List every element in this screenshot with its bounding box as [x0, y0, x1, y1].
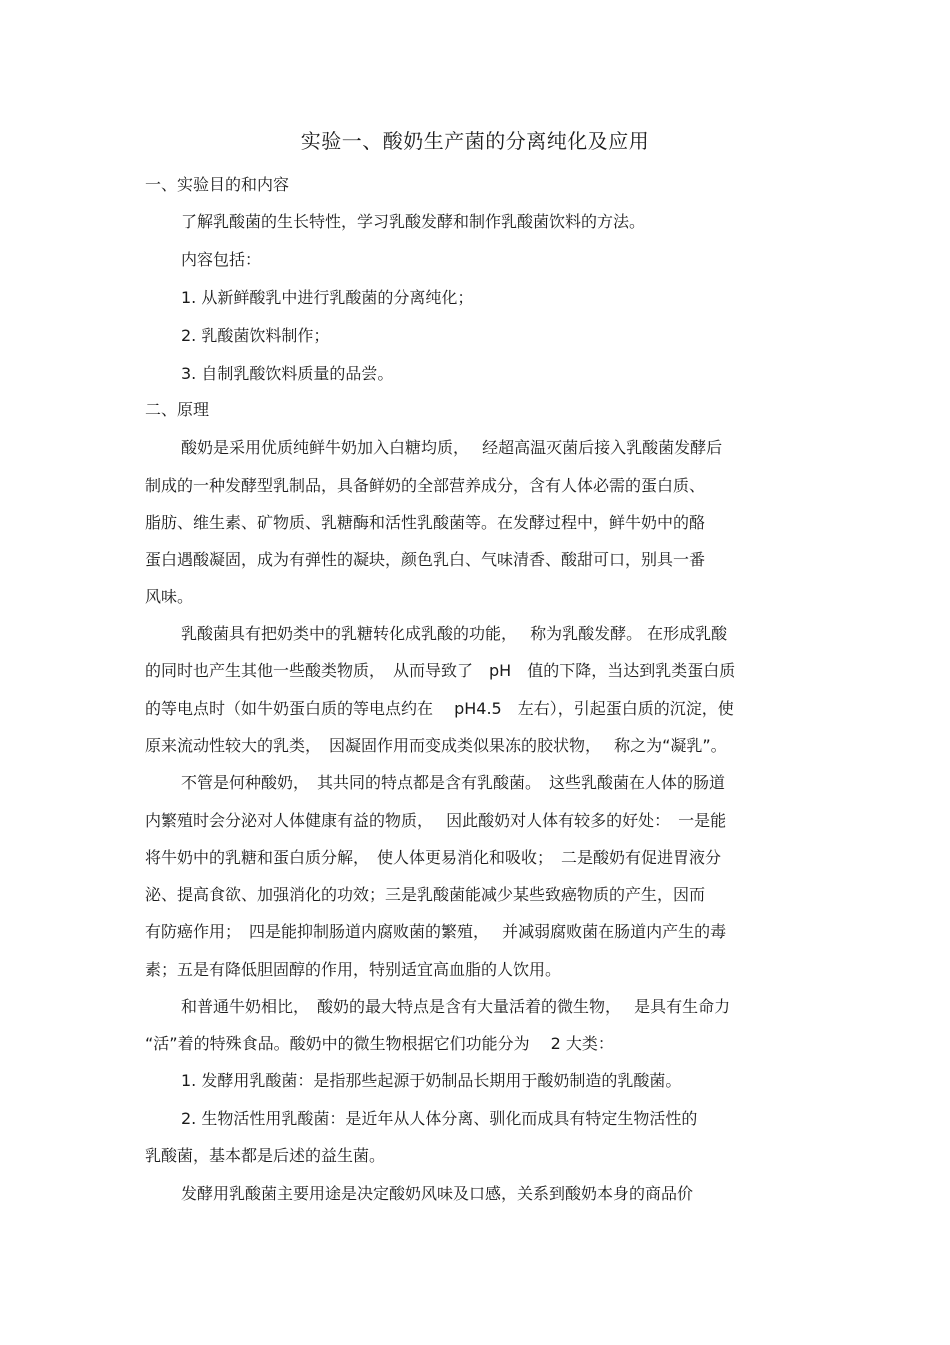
paragraph-line: 泌、提高食欲、加强消化的功效；三是乳酸菌能减少某些致癌物质的产生，因而 [145, 885, 706, 904]
list-item: 1. 从新鲜酸乳中进行乳酸菌的分离纯化； [181, 288, 474, 307]
paragraph-line: 风味。 [145, 587, 194, 606]
paragraph-line: 将牛奶中的乳糖和蛋白质分解， 使人体更易消化和吸收； 二是酸奶有促进胃液分 [145, 848, 722, 867]
list-item: 2. 生物活性用乳酸菌：是近年从人体分离、驯化而成具有特定生物活性的 [181, 1109, 698, 1128]
document-title: 实验一、酸奶生产菌的分离纯化及应用 [300, 129, 650, 153]
paragraph-line: 的等电点时（如牛奶蛋白质的等电点约在 pH4.5 左右），引起蛋白质的沉淀，使 [145, 699, 734, 718]
section-heading-purpose: 一、实验目的和内容 [145, 175, 290, 194]
paragraph-line: 内容包括： [181, 250, 262, 269]
paragraph-line: 的同时也产生其他一些酸类物质， 从而导致了 pH 值的下降，当达到乳类蛋白质 [145, 661, 736, 680]
paragraph-line: 内繁殖时会分泌对人体健康有益的物质， 因此酸奶对人体有较多的好处： 一是能 [145, 811, 727, 830]
paragraph-line: “活”着的特殊食品。酸奶中的微生物根据它们功能分为 2 大类： [145, 1034, 614, 1053]
paragraph-line: 了解乳酸菌的生长特性，学习乳酸发酵和制作乳酸菌饮料的方法。 [181, 212, 646, 231]
section-heading-principle: 二、原理 [145, 400, 210, 419]
paragraph-line: 乳酸菌具有把奶类中的乳糖转化成乳酸的功能， 称为乳酸发酵。 在形成乳酸 [181, 624, 728, 643]
list-item: 1. 发酵用乳酸菌：是指那些起源于奶制品长期用于酸奶制造的乳酸菌。 [181, 1071, 682, 1090]
paragraph-line: 酸奶是采用优质纯鲜牛奶加入白糖均质， 经超高温灭菌后接入乳酸菌发酵后 [181, 438, 723, 457]
paragraph-line: 素；五是有降低胆固醇的作用，特别适宜高血脂的人饮用。 [145, 960, 562, 979]
paragraph-line: 和普通牛奶相比， 酸奶的最大特点是含有大量活着的微生物， 是具有生命力 [181, 997, 731, 1016]
paragraph-line: 脂肪、维生素、矿物质、乳糖酶和活性乳酸菌等。在发酵过程中，鲜牛奶中的酪 [145, 513, 706, 532]
paragraph-line: 不管是何种酸奶， 其共同的特点都是含有乳酸菌。 这些乳酸菌在人体的肠道 [181, 773, 726, 792]
paragraph-line: 有防癌作用； 四是能抑制肠道内腐败菌的繁殖， 并减弱腐败菌在肠道内产生的毒 [145, 922, 727, 941]
paragraph-line: 原来流动性较大的乳类， 因凝固作用而变成类似果冻的胶状物， 称之为“凝乳”。 [145, 736, 727, 755]
paragraph-line: 制成的一种发酵型乳制品，具备鲜奶的全部营养成分，含有人体必需的蛋白质、 [145, 476, 706, 495]
paragraph-line: 乳酸菌，基本都是后述的益生菌。 [145, 1146, 386, 1165]
list-item: 2. 乳酸菌饮料制作； [181, 326, 330, 345]
list-item: 3. 自制乳酸饮料质量的品尝。 [181, 364, 394, 383]
paragraph-line: 发酵用乳酸菌主要用途是决定酸奶风味及口感，关系到酸奶本身的商品价 [181, 1184, 694, 1203]
paragraph-line: 蛋白遇酸凝固，成为有弹性的凝块，颜色乳白、气味清香、酸甜可口，别具一番 [145, 550, 706, 569]
